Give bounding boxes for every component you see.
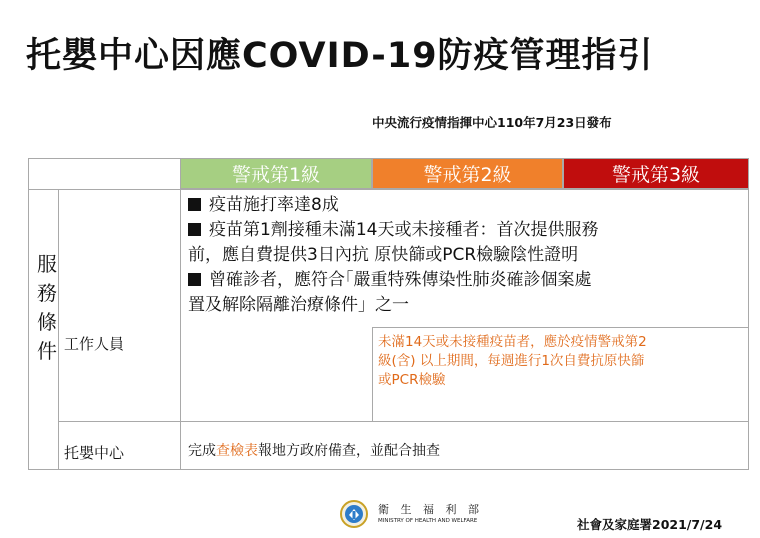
alert-level-2-header: 警戒第2級: [372, 158, 563, 189]
footer-credit: 社會及家庭署2021/7/24: [577, 517, 723, 532]
bullet-square-icon: [188, 198, 201, 211]
service-conditions-label: [36, 250, 58, 366]
ministry-name-en: MINISTRY OF HEALTH AND WELFARE: [378, 518, 478, 524]
side-label-char: 條: [37, 310, 57, 334]
page-title: 托嬰中心因應COVID-19防疫管理指引: [26, 36, 654, 76]
level2-testing-note: 未滿14天或未接種疫苗者，應於疫情警戒第2 級(含) 以上期間，每週進行1次自費抗原快篩 或PCR檢驗: [378, 334, 647, 388]
side-label-char: 務: [37, 281, 57, 305]
center-row-label: 托嬰中心: [64, 444, 125, 462]
list-item: 曾確診者，應符合｢嚴重特殊傳染性肺炎確診個案處: [188, 268, 748, 293]
bullet-square-icon: [188, 223, 201, 236]
alert-level-3-header: 警戒第3級: [563, 158, 749, 189]
bullet-square-icon: [188, 273, 201, 286]
ministry-name: 衛 生 福 利 部: [378, 503, 483, 516]
list-item-continuation: 置及解除隔離治療條件」之一: [188, 295, 409, 315]
alert-level-1-header: 警戒第1級: [180, 158, 372, 189]
ministry-seal-icon: [340, 500, 368, 528]
side-label-char: 服: [37, 252, 57, 276]
list-item: 疫苗第1劑接種未滿14天或未接種者：首次提供服務: [188, 218, 748, 243]
list-item: 疫苗施打率達8成: [188, 193, 748, 218]
side-label-char: 件: [37, 339, 57, 363]
issuer-note: 中央流行疫情指揮中心110年7月23日發布: [372, 115, 612, 130]
checklist-link-text: 查檢表: [216, 443, 258, 459]
staff-requirements: [188, 193, 748, 318]
list-item-continuation: 前，應自費提供3日內抗 原快篩或PCR檢驗陰性證明: [188, 245, 579, 265]
center-requirement: 完成查檢表報地方政府備查，並配合抽查: [188, 443, 440, 459]
staff-row-label: 工作人員: [64, 335, 125, 353]
